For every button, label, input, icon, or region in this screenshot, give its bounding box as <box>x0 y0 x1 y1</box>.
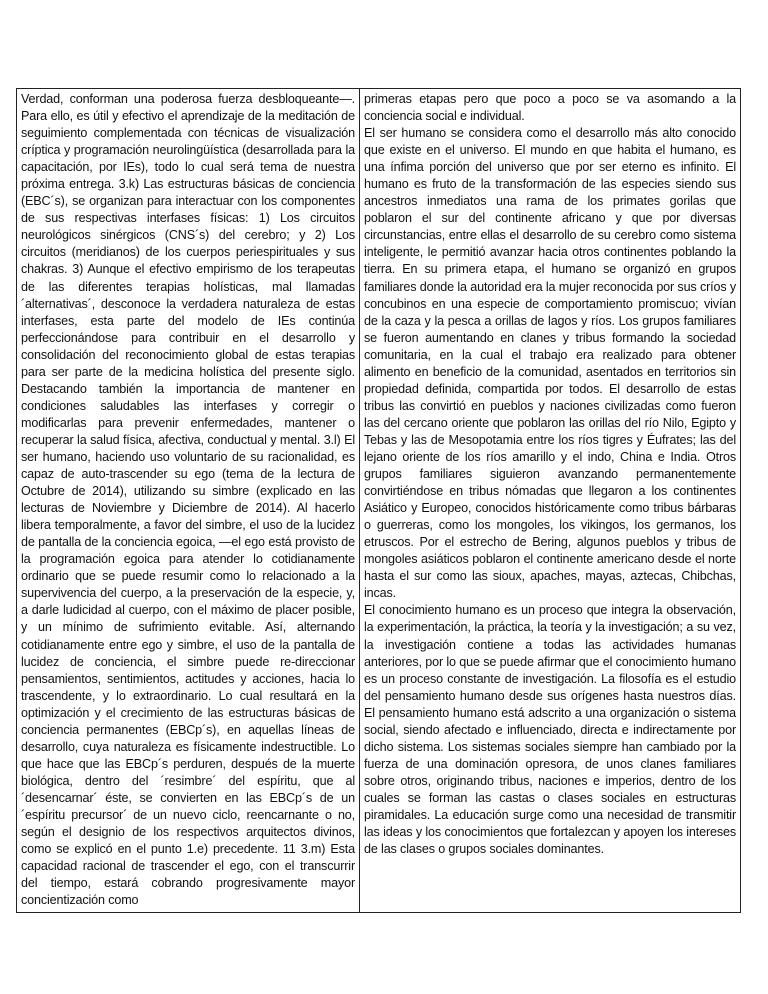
right-paragraph-intro: primeras etapas pero que poco a poco se va asomando a la conciencia social e individual. <box>364 92 736 124</box>
right-paragraph-human-knowledge: El conocimiento humano es un proceso que integra la observación, la experimentación, la práctica, la teoría y la investigación; a su vez, la investigación contiene a todas las actividades humanas anteriores, por lo que se puede afirmar que el conocimiento humano es un proceso constante de investigación. La filosofía es el estudio del pensamiento humano desde sus orígenes hasta nuestros días. El pensamiento humano está adscrito a una organización o sistema social, siendo afectado e influenciado, directa e indirectamente por dicho sistema. Los sistemas sociales siempre han cambiado por la fuerza de una dominación opresora, de unos clanes familiares sobre otros, originando tribus, naciones e imperios, dentro de los cuales se forman las castas o clases sociales en estructuras piramidales. La educación surge como una necesidad de transmitir las ideas y los conocimientos que fortalezcan y apoyen los intereses de las clases o grupos sociales dominantes. <box>364 603 736 857</box>
right-paragraph-human-development: El ser humano se considera como el desarrollo más alto conocido que existe en el universo. El mundo en que habita el humano, es una ínfima porción del universo que por ser eterno es infinito. El humano es fruto de la transformación de las especies siendo sus ancestros inmediatos una rama de los primates gorilas que poblaron el sur del continente africano y que por diversas circunstancias, entre ellas el desarrollo de su cerebro como sistema inteligente, le permitió avanzar hacia otros continentes poblando la tierra. En su primera etapa, el humano se organizó en grupos familiares donde la autoridad era la mujer reconocida por sus críos y concubinos en una especie de comportamiento promiscuo; vivían de la caza y la pesca a orillas de lagos y ríos. Los grupos familiares se fueron aumentando en clanes y tribus formando la sociedad comunitaria, en la cual el trabajo era realizado para obtener alimento en beneficio de la comunidad, asentados en territorios sin propiedad definida, compartida por todos. El desarrollo de estas tribus las convirtió en pueblos y naciones civilizadas como fueron las del cercano oriente que poblaron las orillas del río Nilo, Egipto y Tebas y las de Mesopotamia entre los ríos tigres y Éufrates; las del lejano oriente de los ríos amarillo y el indo, China e India. Otros grupos familiares siguieron avanzando permanentemente convirtiéndose en tribus nómadas que llegaron a los continentes Asiático y Europeo, conocidos históricamente como tribus bárbaras o guerreras, como los mongoles, los vikingos, los germanos, los etruscos. Por el estrecho de Bering, algunos pueblos y tribus de mongoles asiáticos poblaron el continente americano desde el norte hasta el sur como las sioux, apaches, mayas, aztecas, Chibchas, incas. <box>364 126 736 601</box>
two-column-text-table <box>16 88 741 913</box>
right-column-cell <box>360 89 741 913</box>
left-column-cell <box>17 89 360 913</box>
left-paragraph: Verdad, conforman una poderosa fuerza desbloqueante—. Para ello, es útil y efectivo el aprendizaje de la meditación de seguimiento complementada con técnicas de visualización críptica y programación neurolingüística (desarrollada para la capacitación, por IEs), todo lo cual será tema de nuestra próxima entrega. 3.k) Las estructuras básicas de conciencia (EBC´s), se organizan para interactuar con los componentes de sus respectivas interfases físicas: 1) Los circuitos neurológicos sinérgicos (CNS´s) del cerebro; y 2) Los circuitos (meridianos) de los cuerpos periespirituales y sus chakras. 3) Aunque el efectivo empirismo de los terapeutas de las diferentes terapias holísticas, mal llamadas ´alternativas´, desconoce la verdadera naturaleza de estas interfases, esta parte del modelo de IEs continúa perfeccionándose para contribuir en el desarrollo y consolidación del reconocimiento global de estas terapias para ser parte de la medicina holística del presente siglo. Destacando también la importancia de mantener en condiciones saludables las interfases y corregir o modificarlas para prevenir enfermedades, mantener o recuperar la salud física, afectiva, conductual y mental. 3.l) El ser humano, haciendo uso voluntario de su racionalidad, es capaz de auto-trascender su ego (tema de la lectura de Octubre de 2014), utilizando su simbre (explicado en las lecturas de Noviembre y Diciembre de 2014). Al hacerlo libera temporalmente, a favor del simbre, el uso de la lucidez de pantalla de la conciencia egoica, —el ego está provisto de la programación egoica para atender lo cotidianamente ordinario que se puede resumir como lo relacionado a la supervivencia del cuerpo, a la preservación de la especie, y, a darle ludicidad al cuerpo, con el máximo de placer posible, y un mínimo de sufrimiento evitable. Así, alternando cotidianamente entre ego y simbre, el uso de la pantalla de lucidez de conciencia, el simbre puede re-direccionar pensamientos, sentimientos, actitudes y acciones, hacia lo trascendente, y lo extraordinario. Lo cual resultará en la optimización y el crecimiento de las estructuras básicas de conciencia permanentes (EBCp´s), en aquellas líneas de desarrollo, cuya naturaleza es físicamente indestructible. Lo que hace que las EBCp´s perduren, después de la muerte biológica, dentro del ´resimbre´ del espíritu, que al ´desencarnar´ éste, se convierten en las EBCp´s de un ´espíritu precursor´ de un nuevo ciclo, reencarnante o no, según el designio de los respectivos arquitectos divinos, como se explicó en el punto 1.e) precedente. 11 3.m) Esta capacidad racional de trascender el ego, con el transcurrir del tiempo, estará cobrando progresivamente mayor concientización como <box>21 92 355 908</box>
table-row <box>17 89 741 913</box>
